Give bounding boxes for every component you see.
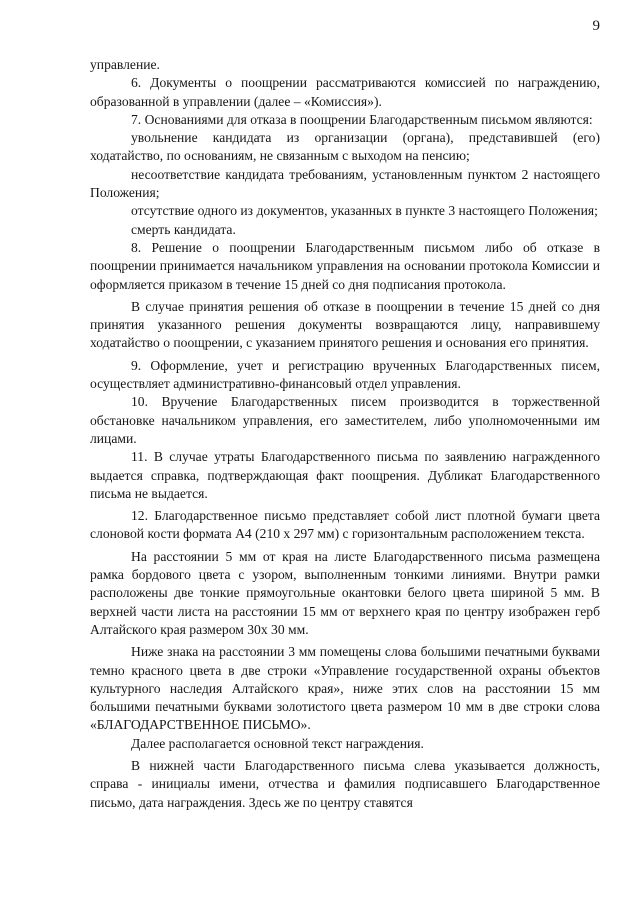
document-body	[90, 56, 600, 812]
paragraph-main-text: Далее располагается основной текст награждения.	[131, 735, 424, 751]
paragraph-refusal-return: В случае принятия решения об отказе в поощрении в течение 15 дней со дня принятия указанного решения документы возвращаются лицу, направившему ходатайство о поощрении, с указанием принятого решения и основания его принятия.	[90, 298, 600, 351]
paragraph-frame-description: На расстоянии 5 мм от края на листе Благодарственного письма размещена рамка бордового цвета с узором, выполненным тонкими линиями. Внутри рамки расположены две тонкие прямоугольные окантовки белого цвета шириной 5 мм. В верхней части листа на расстоянии 15 мм от верхнего края по центру изображен герб Алтайского края размером 30х 30 мм.	[90, 548, 600, 637]
paragraph-item-12: 12. Благодарственное письмо представляет собой лист плотной бумаги цвета слоновой кости формата А4 (210 х 297 мм) с горизонтальным расположением текста.	[90, 508, 600, 542]
paragraph-item-11: 11. В случае утраты Благодарственного письма по заявлению награжденного выдается справка, подтверждающая факт поощрения. Дубликат Благодарственного письма не выдается.	[90, 449, 600, 501]
paragraph-heading-description: Ниже знака на расстоянии 3 мм помещены слова большими печатными буквами темно красного цвета в две строки «Управление государственной охраны объектов культурного наследия Алтайского края», ниже этих слов на расстоянии 15 мм большими печатными буквами золотистого цвета размером 10 мм в две строки слова «БЛАГОДАРСТВЕННОЕ ПИСЬМО».	[90, 644, 600, 733]
paragraph-item-8: 8. Решение о поощрении Благодарственным письмом либо об отказе в поощрении принимается начальником управления на основании протокола Комиссии и оформляется приказом в течение 15 дней со дня подписания протокола.	[90, 239, 600, 292]
paragraph-item-10: 10. Вручение Благодарственных писем производится в торжественной обстановке начальником управления, его заместителем, либо уполномоченными им лицами.	[90, 394, 600, 446]
refusal-ground-death: смерть кандидата.	[131, 221, 236, 237]
page-number: 9	[592, 18, 600, 34]
paragraph-item-6: 6. Документы о поощрении рассматриваются комиссией по награждению, образованной в управлении (далее – «Комиссия»).	[90, 75, 600, 109]
refusal-ground-dismissal: увольнение кандидата из организации (органа), представившей (его) ходатайство, по основаниям, не связанным с выходом на пенсию;	[90, 130, 600, 164]
paragraph-continuation: управление.	[90, 57, 160, 72]
paragraph-item-9: 9. Оформление, учет и регистрацию врученных Благодарственных писем, осуществляет административно-финансовый отдел управления.	[90, 357, 600, 392]
paragraph-item-7: 7. Основаниями для отказа в поощрении Благодарственным письмом являются:	[131, 111, 593, 127]
refusal-ground-noncompliance: несоответствие кандидата требованиям, установленным пунктом 2 настоящего Положения;	[90, 166, 600, 201]
paragraph-signature-block: В нижней части Благодарственного письма слева указывается должность, справа - инициалы имени, отчества и фамилия подписавшего Благодарственное письмо, дата награждения. Здесь же по центру ставятся	[90, 757, 600, 810]
refusal-ground-missing-document: отсутствие одного из документов, указанных в пункте 3 настоящего Положения;	[131, 203, 598, 219]
